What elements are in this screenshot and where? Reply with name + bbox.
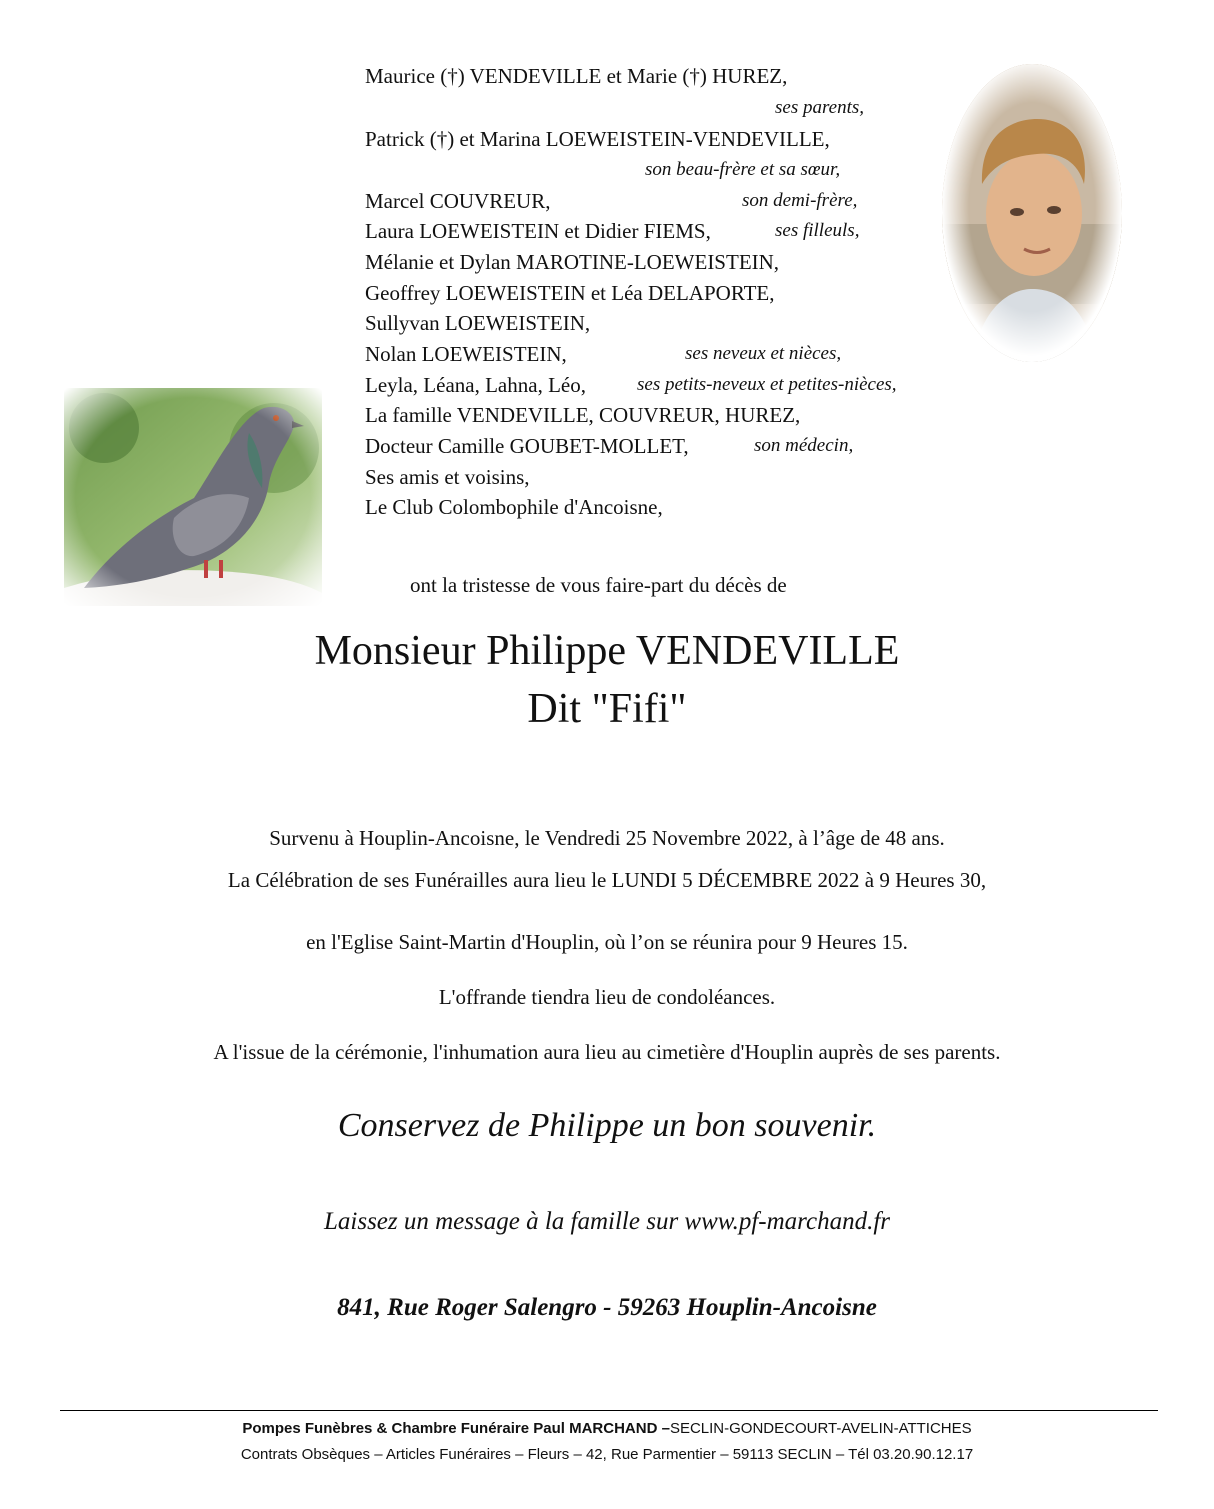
funeral-details: La Célébration de ses Funérailles aura lieu le LUNDI 5 DÉCEMBRE 2022 à 9 Heures 30, [227, 868, 987, 892]
pigeon-photo [64, 388, 322, 606]
family-line-friends: Ses amis et voisins, [365, 465, 530, 489]
family-line-families: La famille VENDEVILLE, COUVREUR, HUREZ, [365, 403, 801, 427]
family-line-godchildren: Laura LOEWEISTEIN et Didier FIEMS, [365, 219, 711, 243]
church-details: en l'Eglise Saint-Martin d'Houplin, où l’on se réunira pour 9 Heures 15. [306, 930, 908, 954]
address: 841, Rue Roger Salengro - 59263 Houplin-Ancoisne [337, 1294, 877, 1321]
offering-note: L'offrande tiendra lieu de condoléances. [438, 985, 776, 1009]
announcement-intro: ont la tristesse de vous faire-part du décès de [410, 573, 787, 597]
death-details: Survenu à Houplin-Ancoisne, le Vendredi 25 Novembre 2022, à l’âge de 48 ans. [269, 826, 945, 850]
message-invite: Laissez un message à la famille sur www.pf-marchand.fr [324, 1208, 890, 1235]
deceased-nickname: Dit "Fifi" [527, 686, 687, 732]
family-line-nieces-2: Geoffrey LOEWEISTEIN et Léa DELAPORTE, [365, 281, 775, 305]
footer-divider [60, 1410, 1158, 1411]
footer-company-name: Pompes Funèbres & Chambre Funéraire Paul MARCHAND – [242, 1420, 670, 1437]
relation-godchildren: ses filleuls, [775, 220, 860, 241]
relation-half-brother: son demi-frère, [742, 190, 858, 211]
relation-sister: son beau-frère et sa sœur, [645, 159, 841, 180]
portrait-photo [942, 64, 1122, 362]
family-line-nieces-3: Sullyvan LOEWEISTEIN, [365, 311, 591, 335]
burial-details: A l'issue de la cérémonie, l'inhumation aura lieu au cimetière d'Houplin auprès de ses parents. [213, 1040, 1001, 1064]
memory-phrase: Conservez de Philippe un bon souvenir. [337, 1107, 877, 1144]
relation-doctor: son médecin, [754, 435, 854, 456]
family-line-club: Le Club Colombophile d'Ancoisne, [365, 495, 663, 519]
family-line-grandnephews: Leyla, Léana, Lahna, Léo, [365, 373, 586, 397]
family-line-doctor: Docteur Camille GOUBET-MOLLET, [365, 434, 689, 458]
family-line-nieces-1: Mélanie et Dylan MAROTINE-LOEWEISTEIN, [365, 250, 780, 274]
family-line-half-brother: Marcel COUVREUR, [365, 189, 551, 213]
family-line-sister: Patrick (†) et Marina LOEWEISTEIN-VENDEVILLE, [365, 127, 830, 151]
footer-contact: Contrats Obsèques – Articles Funéraires – Fleurs – 42, Rue Parmentier – 59113 SECLIN – Tél 03.20.90.12.17 [240, 1446, 974, 1463]
family-line-nieces-4: Nolan LOEWEISTEIN, [365, 342, 567, 366]
footer-company [0, 1420, 1214, 1437]
relation-parents: ses parents, [775, 97, 865, 118]
footer-company-places: SECLIN-GONDECOURT-AVELIN-ATTICHES [669, 1420, 972, 1437]
family-line-parents: Maurice (†) VENDEVILLE et Marie (†) HUREZ, [365, 64, 788, 88]
relation-nephews: ses neveux et nièces, [685, 343, 842, 364]
relation-grandnephews: ses petits-neveux et petites-nièces, [637, 374, 897, 395]
deceased-name: Monsieur Philippe VENDEVILLE [314, 628, 900, 674]
